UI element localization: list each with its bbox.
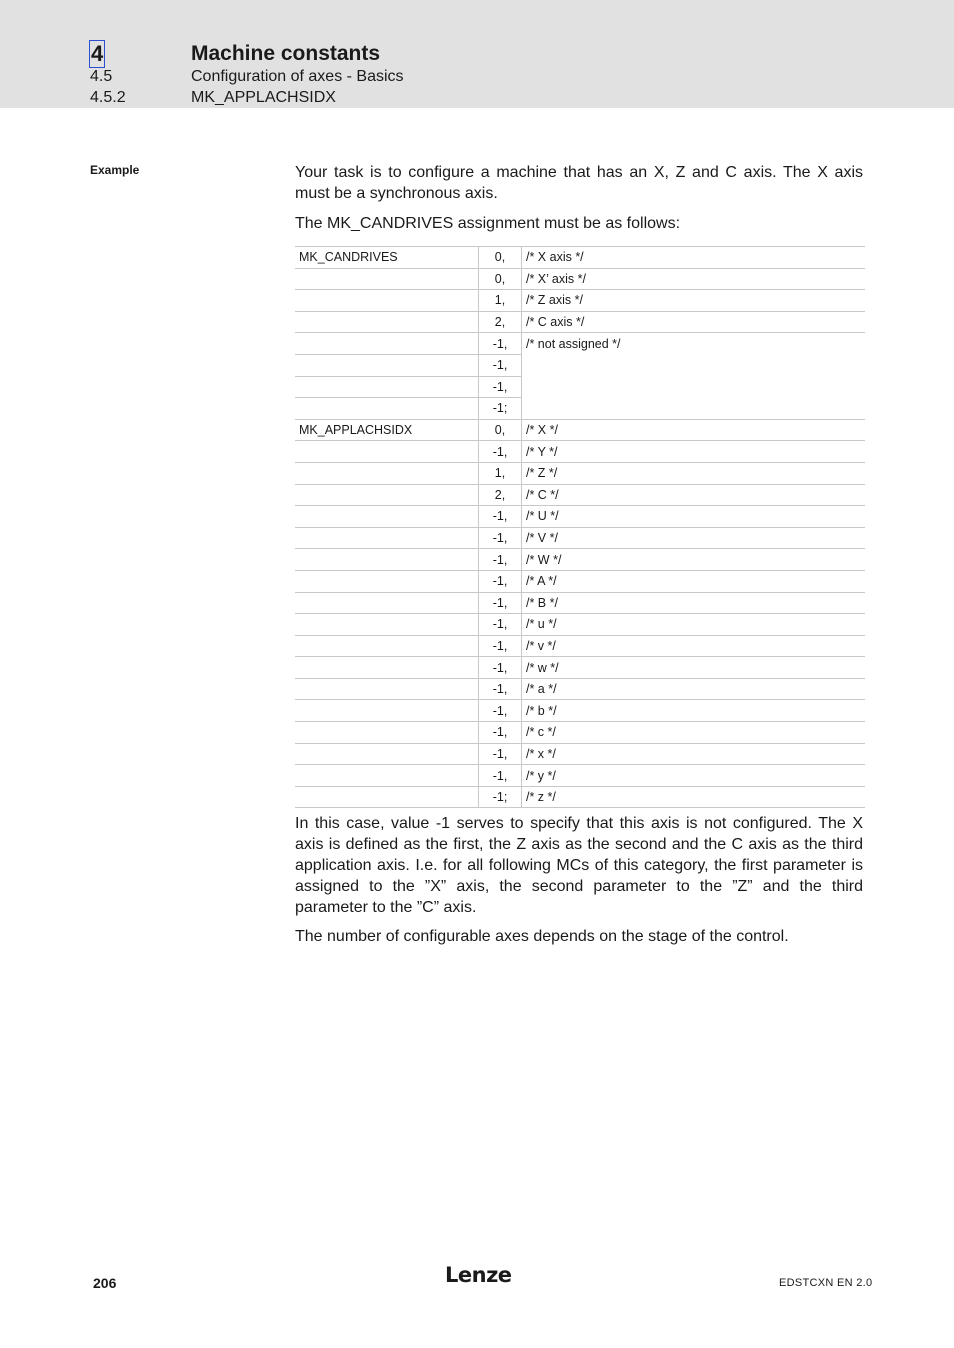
row-name-cell xyxy=(295,484,479,506)
row-comment-cell: /* a */ xyxy=(522,678,866,700)
row-value-cell: -1, xyxy=(479,527,522,549)
table-row xyxy=(295,506,865,528)
row-comment-cell: /* Z */ xyxy=(522,462,866,484)
row-value-cell: 0, xyxy=(479,419,522,441)
table-row xyxy=(295,398,865,420)
page-number: 206 xyxy=(93,1275,117,1291)
row-value-cell: -1, xyxy=(479,743,522,765)
row-value-cell: -1, xyxy=(479,678,522,700)
table-row xyxy=(295,570,865,592)
row-value-cell: -1; xyxy=(479,398,522,420)
config-table xyxy=(295,246,865,808)
row-comment-cell: /* U */ xyxy=(522,506,866,528)
subsection-number: 4.5.2 xyxy=(90,89,126,106)
explanation-paragraph: In this case, value -1 serves to specify that this axis is not configured. The X axis is defined as the first, the Z axis as the second and the C axis as the third application axis. I.e. for all following MCs of this category, the first parameter is assigned to the ”X” axis, the second parameter to the ”Z” and the third parameter to the ”C” axis. xyxy=(295,815,863,916)
row-name-cell xyxy=(295,333,479,355)
table-row xyxy=(295,786,865,808)
row-comment-cell xyxy=(522,376,866,398)
row-comment-cell: /* X axis */ xyxy=(522,247,866,269)
row-name-cell xyxy=(295,614,479,636)
side-label-example: Example xyxy=(90,163,140,177)
row-value-cell: 2, xyxy=(479,311,522,333)
row-comment-cell: /* W */ xyxy=(522,549,866,571)
table-row xyxy=(295,376,865,398)
row-name-cell xyxy=(295,765,479,787)
row-value-cell: -1, xyxy=(479,570,522,592)
table-row xyxy=(295,527,865,549)
subsection-title: MK_APPLACHSIDX xyxy=(191,89,336,106)
row-value-cell: -1, xyxy=(479,700,522,722)
row-value-cell: -1, xyxy=(479,592,522,614)
table-row xyxy=(295,484,865,506)
intro-paragraph: Your task is to configure a machine that has an X, Z and C axis. The X axis must be a synchronous axis. xyxy=(295,164,863,202)
table-row xyxy=(295,290,865,312)
row-name-cell xyxy=(295,786,479,808)
row-name-cell xyxy=(295,290,479,312)
row-comment-cell: /* Z axis */ xyxy=(522,290,866,312)
row-name-cell xyxy=(295,700,479,722)
row-comment-cell: /* v */ xyxy=(522,635,866,657)
row-name-cell xyxy=(295,743,479,765)
row-name-cell xyxy=(295,506,479,528)
row-comment-cell: /* C axis */ xyxy=(522,311,866,333)
page-header xyxy=(0,0,954,108)
table-row xyxy=(295,700,865,722)
row-name-cell xyxy=(295,570,479,592)
row-value-cell: 0, xyxy=(479,247,522,269)
row-name-cell xyxy=(295,657,479,679)
row-comment-cell: /* b */ xyxy=(522,700,866,722)
row-name-cell xyxy=(295,398,479,420)
row-comment-cell: /* c */ xyxy=(522,722,866,744)
row-comment-cell: /* X’ axis */ xyxy=(522,268,866,290)
row-name-cell xyxy=(295,549,479,571)
table-row xyxy=(295,678,865,700)
row-value-cell: -1, xyxy=(479,441,522,463)
section-number: 4.5 xyxy=(90,68,113,85)
note-paragraph: The number of configurable axes depends on the stage of the control. xyxy=(295,928,789,945)
row-comment-cell: /* u */ xyxy=(522,614,866,636)
row-name-cell xyxy=(295,376,479,398)
row-value-cell: -1, xyxy=(479,376,522,398)
table-row xyxy=(295,592,865,614)
row-name-cell: MK_APPLACHSIDX xyxy=(295,419,479,441)
table-row xyxy=(295,765,865,787)
row-name-cell xyxy=(295,678,479,700)
row-value-cell: -1, xyxy=(479,635,522,657)
row-comment-cell: /* B */ xyxy=(522,592,866,614)
row-comment-cell: /* X */ xyxy=(522,419,866,441)
row-name-cell: MK_CANDRIVES xyxy=(295,247,479,269)
row-value-cell: -1, xyxy=(479,506,522,528)
config-table-body xyxy=(295,247,865,808)
row-value-cell: -1, xyxy=(479,354,522,376)
row-comment-cell: /* x */ xyxy=(522,743,866,765)
assignment-paragraph: The MK_CANDRIVES assignment must be as follows: xyxy=(295,215,681,232)
row-value-cell: -1, xyxy=(479,614,522,636)
row-name-cell xyxy=(295,354,479,376)
row-comment-cell xyxy=(522,398,866,420)
table-row xyxy=(295,614,865,636)
row-name-cell xyxy=(295,592,479,614)
table-row xyxy=(295,635,865,657)
row-value-cell: -1, xyxy=(479,333,522,355)
row-name-cell xyxy=(295,527,479,549)
row-comment-cell: /* w */ xyxy=(522,657,866,679)
lenze-logo: Lenze xyxy=(445,1263,512,1287)
row-comment-cell: /* Y */ xyxy=(522,441,866,463)
table-row xyxy=(295,462,865,484)
row-comment-cell: /* V */ xyxy=(522,527,866,549)
row-value-cell: 1, xyxy=(479,462,522,484)
table-row xyxy=(295,441,865,463)
table-row xyxy=(295,268,865,290)
row-name-cell xyxy=(295,268,479,290)
row-comment-cell: /* C */ xyxy=(522,484,866,506)
row-value-cell: -1, xyxy=(479,722,522,744)
row-comment-cell: /* z */ xyxy=(522,786,866,808)
table-row xyxy=(295,247,865,269)
row-comment-cell: /* not assigned */ xyxy=(522,333,866,355)
document-code: EDSTCXN EN 2.0 xyxy=(779,1277,873,1289)
row-value-cell: 2, xyxy=(479,484,522,506)
row-comment-cell: /* A */ xyxy=(522,570,866,592)
row-value-cell: 1, xyxy=(479,290,522,312)
row-name-cell xyxy=(295,441,479,463)
row-name-cell xyxy=(295,311,479,333)
chapter-title: Machine constants xyxy=(191,42,381,65)
table-row xyxy=(295,657,865,679)
row-value-cell: -1, xyxy=(479,765,522,787)
row-comment-cell: /* y */ xyxy=(522,765,866,787)
table-row xyxy=(295,743,865,765)
table-row xyxy=(295,333,865,355)
table-row xyxy=(295,419,865,441)
row-value-cell: -1; xyxy=(479,786,522,808)
table-row xyxy=(295,549,865,571)
row-name-cell xyxy=(295,462,479,484)
row-value-cell: -1, xyxy=(479,549,522,571)
section-title: Configuration of axes - Basics xyxy=(191,68,404,85)
row-value-cell: -1, xyxy=(479,657,522,679)
row-comment-cell xyxy=(522,354,866,376)
row-name-cell xyxy=(295,722,479,744)
table-row xyxy=(295,354,865,376)
row-value-cell: 0, xyxy=(479,268,522,290)
table-row xyxy=(295,311,865,333)
chapter-number[interactable]: 4 xyxy=(91,41,104,66)
table-row xyxy=(295,722,865,744)
row-name-cell xyxy=(295,635,479,657)
